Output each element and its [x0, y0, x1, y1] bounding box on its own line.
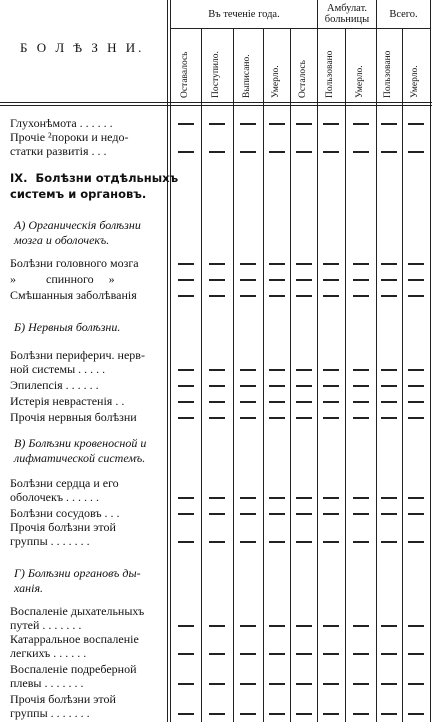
empty-cell-dash	[178, 625, 194, 627]
empty-cell-dash	[240, 541, 256, 543]
empty-cell-dash	[408, 123, 424, 125]
empty-cell-dash	[240, 625, 256, 627]
empty-cell-dash	[209, 497, 225, 499]
table-row-label: Воспаленіе подреберной плевы . . . . . . .	[10, 662, 137, 690]
column-header: Пользовано	[383, 50, 393, 98]
table-row-label: Истерія неврастенія . .	[10, 394, 125, 408]
empty-cell-dash	[209, 369, 225, 371]
empty-cell-dash	[269, 625, 285, 627]
table-row-label: Прочія болѣзни этой группы . . . . . . .	[10, 520, 116, 548]
empty-cell-dash	[353, 263, 369, 265]
empty-cell-dash	[381, 713, 397, 715]
empty-cell-dash	[209, 151, 225, 153]
table-row-label: Болѣзни сосудовъ . . .	[10, 506, 120, 520]
empty-cell-dash	[269, 151, 285, 153]
empty-cell-dash	[209, 653, 225, 655]
empty-cell-dash	[296, 497, 312, 499]
empty-cell-dash	[408, 713, 424, 715]
empty-cell-dash	[296, 417, 312, 419]
empty-cell-dash	[296, 713, 312, 715]
empty-cell-dash	[178, 279, 194, 281]
empty-cell-dash	[240, 123, 256, 125]
empty-cell-dash	[240, 713, 256, 715]
group-header-ambulatory: Амбулат. больницы	[324, 3, 370, 25]
empty-cell-dash	[178, 541, 194, 543]
column-header: Умерло.	[410, 65, 420, 98]
empty-cell-dash	[209, 401, 225, 403]
empty-cell-dash	[353, 123, 369, 125]
empty-cell-dash	[408, 683, 424, 685]
empty-cell-dash	[408, 151, 424, 153]
empty-cell-dash	[209, 683, 225, 685]
empty-cell-dash	[209, 513, 225, 515]
empty-cell-dash	[353, 653, 369, 655]
empty-cell-dash	[408, 417, 424, 419]
empty-cell-dash	[269, 497, 285, 499]
empty-cell-dash	[381, 653, 397, 655]
empty-cell-dash	[408, 369, 424, 371]
empty-cell-dash	[353, 279, 369, 281]
column-rule	[430, 0, 431, 722]
empty-cell-dash	[178, 497, 194, 499]
empty-cell-dash	[408, 295, 424, 297]
empty-cell-dash	[381, 385, 397, 387]
empty-cell-dash	[323, 295, 339, 297]
column-header: Выписано.	[242, 54, 252, 98]
empty-cell-dash	[240, 263, 256, 265]
empty-cell-dash	[353, 295, 369, 297]
empty-cell-dash	[296, 401, 312, 403]
empty-cell-dash	[269, 385, 285, 387]
empty-cell-dash	[240, 279, 256, 281]
empty-cell-dash	[240, 369, 256, 371]
empty-cell-dash	[209, 385, 225, 387]
column-rule	[170, 0, 171, 722]
empty-cell-dash	[296, 541, 312, 543]
empty-cell-dash	[269, 401, 285, 403]
empty-cell-dash	[178, 151, 194, 153]
empty-cell-dash	[381, 541, 397, 543]
empty-cell-dash	[408, 263, 424, 265]
empty-cell-dash	[353, 151, 369, 153]
empty-cell-dash	[381, 497, 397, 499]
column-rule	[345, 28, 346, 722]
empty-cell-dash	[209, 295, 225, 297]
empty-cell-dash	[323, 497, 339, 499]
empty-cell-dash	[240, 653, 256, 655]
empty-cell-dash	[269, 541, 285, 543]
empty-cell-dash	[269, 513, 285, 515]
empty-cell-dash	[178, 713, 194, 715]
empty-cell-dash	[381, 625, 397, 627]
empty-cell-dash	[381, 151, 397, 153]
group-header-total: Всего.	[389, 9, 418, 20]
column-header: Умерло.	[354, 65, 365, 98]
empty-cell-dash	[296, 263, 312, 265]
column-rule	[233, 28, 234, 722]
empty-cell-dash	[296, 123, 312, 125]
empty-cell-dash	[408, 653, 424, 655]
empty-cell-dash	[323, 417, 339, 419]
empty-cell-dash	[381, 263, 397, 265]
empty-cell-dash	[178, 683, 194, 685]
column-header: Поступило.	[211, 51, 221, 98]
empty-cell-dash	[381, 295, 397, 297]
table-row-label: Смѣшанныя заболѣванія	[10, 288, 137, 302]
column-header: Пользовано	[325, 50, 335, 98]
empty-cell-dash	[178, 417, 194, 419]
header-bottom-rule	[0, 102, 432, 103]
empty-cell-dash	[269, 653, 285, 655]
empty-cell-dash	[381, 683, 397, 685]
empty-cell-dash	[178, 653, 194, 655]
header-rule	[170, 28, 430, 29]
empty-cell-dash	[323, 713, 339, 715]
empty-cell-dash	[353, 683, 369, 685]
empty-cell-dash	[353, 625, 369, 627]
empty-cell-dash	[209, 541, 225, 543]
empty-cell-dash	[240, 417, 256, 419]
empty-cell-dash	[269, 713, 285, 715]
table-row-label: Прочія нервныя болѣзни	[10, 410, 137, 424]
empty-cell-dash	[408, 541, 424, 543]
empty-cell-dash	[240, 683, 256, 685]
empty-cell-dash	[269, 683, 285, 685]
empty-cell-dash	[408, 497, 424, 499]
empty-cell-dash	[323, 151, 339, 153]
empty-cell-dash	[240, 497, 256, 499]
empty-cell-dash	[381, 401, 397, 403]
header-bottom-rule	[0, 105, 432, 106]
empty-cell-dash	[296, 653, 312, 655]
empty-cell-dash	[209, 417, 225, 419]
empty-cell-dash	[381, 369, 397, 371]
column-rule	[317, 0, 318, 722]
column-header: Умерло.	[270, 65, 281, 98]
empty-cell-dash	[381, 279, 397, 281]
subsection-heading: Б) Нервныя болѣзни.	[14, 320, 121, 334]
empty-cell-dash	[178, 123, 194, 125]
empty-cell-dash	[381, 513, 397, 515]
empty-cell-dash	[240, 295, 256, 297]
column-header: Оставалось	[179, 51, 190, 98]
table-row-label: Болѣзни сердца и его оболочекъ . . . . . .	[10, 476, 119, 504]
empty-cell-dash	[269, 417, 285, 419]
empty-cell-dash	[178, 401, 194, 403]
empty-cell-dash	[323, 123, 339, 125]
subsection-heading: Г) Болѣзни органовъ ды- ханія.	[14, 566, 141, 595]
subsection-heading: А) Органическія болѣзни мозга и оболочекъ.	[14, 218, 141, 247]
empty-cell-dash	[323, 683, 339, 685]
empty-cell-dash	[353, 713, 369, 715]
empty-cell-dash	[178, 369, 194, 371]
empty-cell-dash	[408, 625, 424, 627]
empty-cell-dash	[353, 513, 369, 515]
empty-cell-dash	[381, 123, 397, 125]
group-header-during-year: Въ теченіе года.	[208, 9, 280, 20]
empty-cell-dash	[323, 513, 339, 515]
empty-cell-dash	[296, 683, 312, 685]
page-title: Б О Л Ѣ З Н И.	[20, 40, 145, 55]
column-rule	[263, 28, 264, 722]
empty-cell-dash	[353, 541, 369, 543]
empty-cell-dash	[323, 369, 339, 371]
empty-cell-dash	[323, 653, 339, 655]
empty-cell-dash	[296, 513, 312, 515]
empty-cell-dash	[178, 513, 194, 515]
empty-cell-dash	[209, 123, 225, 125]
empty-cell-dash	[178, 295, 194, 297]
empty-cell-dash	[408, 513, 424, 515]
empty-cell-dash	[296, 625, 312, 627]
empty-cell-dash	[269, 369, 285, 371]
table-row-label: Болѣзни периферич. нерв- ной системы . . . . .	[10, 348, 145, 376]
column-rule	[167, 0, 168, 722]
empty-cell-dash	[381, 417, 397, 419]
empty-cell-dash	[209, 279, 225, 281]
empty-cell-dash	[353, 497, 369, 499]
empty-cell-dash	[408, 401, 424, 403]
empty-cell-dash	[408, 279, 424, 281]
empty-cell-dash	[323, 541, 339, 543]
empty-cell-dash	[178, 385, 194, 387]
table-row-label: Прочіе ²пороки и недо- статки развитія . . .	[10, 130, 129, 158]
empty-cell-dash	[408, 385, 424, 387]
empty-cell-dash	[240, 513, 256, 515]
empty-cell-dash	[269, 123, 285, 125]
empty-cell-dash	[209, 625, 225, 627]
empty-cell-dash	[296, 369, 312, 371]
empty-cell-dash	[353, 417, 369, 419]
table-row-label: Болѣзни головного мозга	[10, 256, 139, 270]
empty-cell-dash	[323, 263, 339, 265]
empty-cell-dash	[209, 263, 225, 265]
empty-cell-dash	[296, 279, 312, 281]
table-row-label: Катарральное воспаленіе легкихъ . . . . . .	[10, 632, 139, 660]
empty-cell-dash	[323, 279, 339, 281]
table-row-label: Эпилепсія . . . . . .	[10, 378, 99, 392]
empty-cell-dash	[209, 713, 225, 715]
empty-cell-dash	[178, 263, 194, 265]
empty-cell-dash	[353, 369, 369, 371]
column-rule	[376, 0, 377, 722]
table-row-label: Воспаленіе дыхательныхъ путей . . . . . . .	[10, 604, 145, 632]
empty-cell-dash	[296, 385, 312, 387]
section-heading: IX. Болѣзни отдѣльныхъ системъ и органовъ.	[10, 171, 179, 201]
column-rule	[402, 28, 403, 722]
empty-cell-dash	[269, 279, 285, 281]
empty-cell-dash	[296, 151, 312, 153]
empty-cell-dash	[240, 385, 256, 387]
empty-cell-dash	[353, 401, 369, 403]
table-row-label: » спинного »	[10, 272, 115, 286]
empty-cell-dash	[296, 295, 312, 297]
column-rule	[201, 28, 202, 722]
empty-cell-dash	[323, 625, 339, 627]
empty-cell-dash	[269, 295, 285, 297]
column-rule	[290, 28, 291, 722]
column-header: Осталось	[297, 60, 308, 98]
empty-cell-dash	[269, 263, 285, 265]
table-row-label: Прочія болѣзни этой группы . . . . . . .	[10, 692, 116, 720]
empty-cell-dash	[323, 401, 339, 403]
empty-cell-dash	[240, 401, 256, 403]
table-row-label: Глухонѣмота . . . . . .	[10, 116, 113, 130]
empty-cell-dash	[323, 385, 339, 387]
subsection-heading: В) Болѣзни кровеносной и лифматической системъ.	[14, 436, 147, 465]
empty-cell-dash	[353, 385, 369, 387]
empty-cell-dash	[240, 151, 256, 153]
